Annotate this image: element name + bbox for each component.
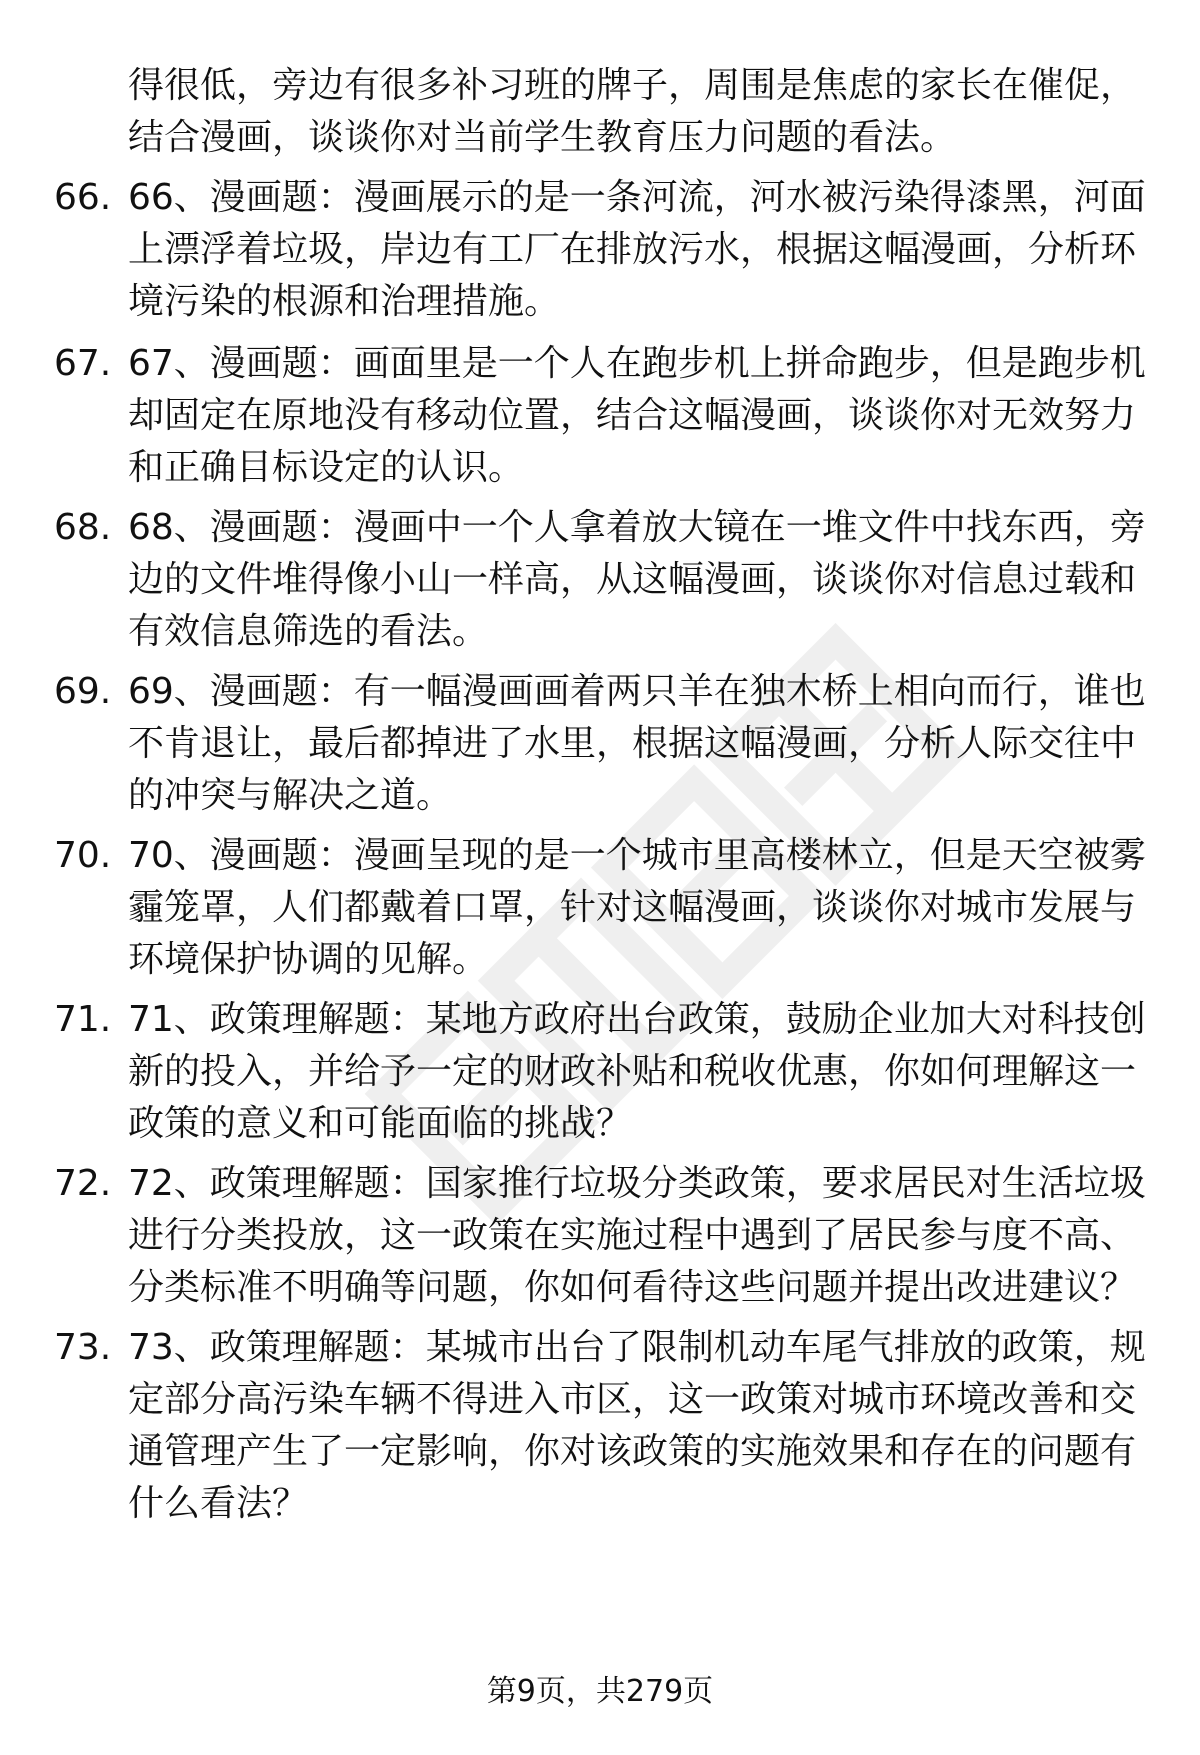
question-65-continuation: 得很低，旁边有很多补习班的牌子，周围是焦虑的家长在催促，结合漫画，谈谈你对当前学生教育压力问题的看法。 bbox=[128, 65, 1137, 158]
question-number: 69. bbox=[54, 671, 112, 712]
question-number: 67. bbox=[54, 343, 112, 384]
page-footer: 第9页，共279页 bbox=[486, 1674, 714, 1709]
question-text: 70、漫画题：漫画呈现的是一个城市里高楼林立，但是天空被雾霾笼罩，人们都戴着口罩，针对这幅漫画，谈谈你对城市发展与环境保护协调的见解。 bbox=[128, 835, 1146, 980]
question-text: 72、政策理解题：国家推行垃圾分类政策，要求居民对生活垃圾进行分类投放，这一政策在实施过程中遇到了居民参与度不高、分类标准不明确等问题，你如何看待这些问题并提出改进建议？ bbox=[128, 1163, 1146, 1308]
question-text: 71、政策理解题：某地方政府出台政策，鼓励企业加大对科技创新的投入，并给予一定的财政补贴和税收优惠，你如何理解这一政策的意义和可能面临的挑战？ bbox=[128, 999, 1146, 1144]
question-number: 71. bbox=[54, 999, 112, 1040]
question-number: 72. bbox=[54, 1163, 112, 1204]
question-text: 69、漫画题：有一幅漫画画着两只羊在独木桥上相向而行，谁也不肯退让，最后都掉进了水里，根据这幅漫画，分析人际交往中的冲突与解决之道。 bbox=[128, 671, 1146, 816]
question-number: 73. bbox=[54, 1327, 112, 1368]
question-text: 66、漫画题：漫画展示的是一条河流，河水被污染得漆黑，河面上漂浮着垃圾，岸边有工厂在排放污水，根据这幅漫画，分析环境污染的根源和治理措施。 bbox=[128, 177, 1146, 322]
question-number: 66. bbox=[54, 177, 112, 218]
question-text: 67、漫画题：画面里是一个人在跑步机上拼命跑步，但是跑步机却固定在原地没有移动位置，结合这幅漫画，谈谈你对无效努力和正确目标设定的认识。 bbox=[128, 343, 1146, 488]
question-text: 73、政策理解题：某城市出台了限制机动车尾气排放的政策，规定部分高污染车辆不得进入市区，这一政策对城市环境改善和交通管理产生了一定影响，你对该政策的实施效果和存在的问题有什么看法？ bbox=[128, 1327, 1146, 1524]
question-number: 68. bbox=[54, 507, 112, 548]
question-number: 70. bbox=[54, 835, 112, 876]
question-text: 68、漫画题：漫画中一个人拿着放大镜在一堆文件中找东西，旁边的文件堆得像小山一样高，从这幅漫画，谈谈你对信息过载和有效信息筛选的看法。 bbox=[128, 507, 1146, 652]
